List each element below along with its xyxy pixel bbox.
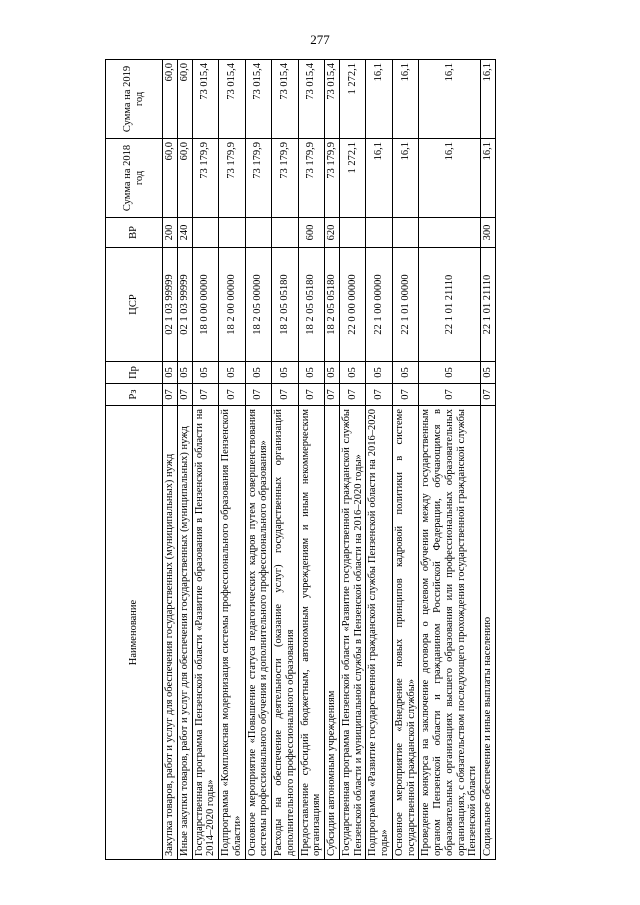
table-row — [481, 60, 496, 860]
table-row — [298, 60, 325, 860]
cell-pr: 05 — [481, 362, 496, 384]
cell-rz: 07 — [392, 384, 419, 406]
cell-pr: 05 — [192, 362, 219, 384]
header-rz: Рз — [106, 384, 163, 406]
cell-rz: 07 — [245, 384, 272, 406]
cell-vr — [245, 218, 272, 248]
cell-rz: 07 — [219, 384, 246, 406]
cell-csr: 22 0 00 00000 — [339, 248, 366, 362]
table-row — [245, 60, 272, 860]
cell-vr — [419, 218, 481, 248]
cell-rz: 07 — [163, 384, 178, 406]
cell-csr: 02 1 03 99999 — [163, 248, 178, 362]
cell-sum-2019: 16,1 — [419, 60, 481, 139]
cell-pr: 05 — [339, 362, 366, 384]
cell-name: Иные закупки товаров, работ и услуг для обеспечения государственных (муниципальных) нужд — [177, 406, 192, 860]
cell-sum-2019: 73 015,4 — [298, 60, 325, 139]
cell-vr: 620 — [325, 218, 340, 248]
cell-vr — [192, 218, 219, 248]
cell-sum-2018: 73 179,9 — [219, 139, 246, 218]
cell-rz: 07 — [325, 384, 340, 406]
cell-pr: 05 — [245, 362, 272, 384]
header-sum-2019: Сумма на 2019 год — [106, 60, 163, 139]
cell-sum-2018: 60,0 — [177, 139, 192, 218]
cell-name: Подпрограмма «Развитие государственной гражданской службы Пензенской области на 2016–2020 годы» — [366, 406, 393, 860]
cell-sum-2018: 73 179,9 — [325, 139, 340, 218]
page-number: 277 — [310, 32, 330, 47]
table-row — [219, 60, 246, 860]
cell-csr: 18 0 00 00000 — [192, 248, 219, 362]
cell-pr: 05 — [419, 362, 481, 384]
cell-pr: 05 — [325, 362, 340, 384]
cell-sum-2019: 16,1 — [481, 60, 496, 139]
cell-sum-2018: 16,1 — [419, 139, 481, 218]
header-row — [106, 60, 163, 860]
table-row — [419, 60, 481, 860]
cell-vr: 200 — [163, 218, 178, 248]
cell-sum-2018: 73 179,9 — [298, 139, 325, 218]
cell-sum-2018: 73 179,9 — [272, 139, 299, 218]
table-row — [366, 60, 393, 860]
cell-rz: 07 — [298, 384, 325, 406]
cell-csr: 18 2 05 05180 — [272, 248, 299, 362]
cell-name: Предоставление субсидий бюджетным, автономным учреждениям и иным некоммерческим организациям — [298, 406, 325, 860]
cell-name: Субсидии автономным учреждениям — [325, 406, 340, 860]
cell-name: Закупка товаров, работ и услуг для обеспечения государственных (муниципальных) нужд — [163, 406, 178, 860]
cell-sum-2018: 60,0 — [163, 139, 178, 218]
cell-pr: 05 — [366, 362, 393, 384]
cell-name: Государственная программа Пензенской области «Развитие государственной гражданской службы Пензенской области и муниципальной службы в Пензенской области на 2016–2020 годы» — [339, 406, 366, 860]
cell-vr — [219, 218, 246, 248]
cell-sum-2019: 60,0 — [163, 60, 178, 139]
cell-sum-2019: 16,1 — [392, 60, 419, 139]
table-row — [177, 60, 192, 860]
cell-sum-2019: 60,0 — [177, 60, 192, 139]
header-name: Наименование — [106, 406, 163, 860]
cell-vr: 300 — [481, 218, 496, 248]
table-row — [192, 60, 219, 860]
table-row — [325, 60, 340, 860]
cell-sum-2018: 16,1 — [366, 139, 393, 218]
rotated-table-container — [105, 60, 565, 860]
cell-sum-2018: 1 272,1 — [339, 139, 366, 218]
cell-sum-2018: 16,1 — [392, 139, 419, 218]
cell-vr — [392, 218, 419, 248]
cell-sum-2018: 73 179,9 — [245, 139, 272, 218]
cell-sum-2019: 73 015,4 — [219, 60, 246, 139]
cell-csr: 22 1 01 21110 — [419, 248, 481, 362]
cell-rz: 07 — [177, 384, 192, 406]
cell-name: Основное мероприятие «Повышение статуса педагогических кадров путем совершенствования системы профессионального обучения и дополнительного профессионального образования» — [245, 406, 272, 860]
cell-sum-2019: 16,1 — [366, 60, 393, 139]
cell-csr: 02 1 03 99999 — [177, 248, 192, 362]
table-row — [392, 60, 419, 860]
table-row — [272, 60, 299, 860]
header-sum-2018: Сумма на 2018 год — [106, 139, 163, 218]
cell-vr: 240 — [177, 218, 192, 248]
header-vr: ВР — [106, 218, 163, 248]
cell-rz: 07 — [272, 384, 299, 406]
cell-csr: 22 1 01 21110 — [481, 248, 496, 362]
cell-name: Основное мероприятие «Внедрение новых принципов кадровой политики в системе государственной гражданской службы» — [392, 406, 419, 860]
table-body — [163, 60, 496, 860]
cell-name: Государственная программа Пензенской области «Развитие образования в Пензенской области на 2014–2020 годы» — [192, 406, 219, 860]
cell-pr: 05 — [219, 362, 246, 384]
cell-rz: 07 — [366, 384, 393, 406]
table-row — [163, 60, 178, 860]
cell-pr: 05 — [392, 362, 419, 384]
cell-pr: 05 — [298, 362, 325, 384]
cell-csr: 22 1 00 00000 — [366, 248, 393, 362]
cell-csr: 22 1 01 00000 — [392, 248, 419, 362]
cell-name: Подпрограмма «Комплексная модернизация системы профессионального образования Пензенской области» — [219, 406, 246, 860]
cell-csr: 18 2 05 05180 — [325, 248, 340, 362]
cell-rz: 07 — [192, 384, 219, 406]
budget-table — [105, 59, 496, 860]
cell-name: Проведение конкурса на заключение договора о целевом обучении между государственным органом Пензенской области и гражданином Российской Федерации, обучающимся в образовательных организациях высшего образования или профессиональных образовательных организациях, с обязательством последующего прохождения государственной гражданской службы Пензенской области — [419, 406, 481, 860]
cell-rz: 07 — [481, 384, 496, 406]
cell-csr: 18 2 05 00000 — [245, 248, 272, 362]
header-csr: ЦСР — [106, 248, 163, 362]
cell-sum-2018: 73 179,9 — [192, 139, 219, 218]
cell-sum-2019: 73 015,4 — [325, 60, 340, 139]
table-row — [339, 60, 366, 860]
cell-vr — [339, 218, 366, 248]
cell-name: Социальное обеспечение и иные выплаты населению — [481, 406, 496, 860]
cell-pr: 05 — [177, 362, 192, 384]
cell-sum-2019: 73 015,4 — [272, 60, 299, 139]
cell-sum-2019: 73 015,4 — [192, 60, 219, 139]
cell-sum-2018: 16,1 — [481, 139, 496, 218]
cell-vr — [272, 218, 299, 248]
cell-rz: 07 — [419, 384, 481, 406]
cell-name: Расходы на обеспечение деятельности (оказание услуг) государственных организаций дополнительного профессионального образования — [272, 406, 299, 860]
cell-csr: 18 2 00 00000 — [219, 248, 246, 362]
cell-sum-2019: 1 272,1 — [339, 60, 366, 139]
cell-sum-2019: 73 015,4 — [245, 60, 272, 139]
cell-rz: 07 — [339, 384, 366, 406]
cell-vr — [366, 218, 393, 248]
header-pr: Пр — [106, 362, 163, 384]
cell-pr: 05 — [272, 362, 299, 384]
cell-csr: 18 2 05 05180 — [298, 248, 325, 362]
cell-vr: 600 — [298, 218, 325, 248]
cell-pr: 05 — [163, 362, 178, 384]
